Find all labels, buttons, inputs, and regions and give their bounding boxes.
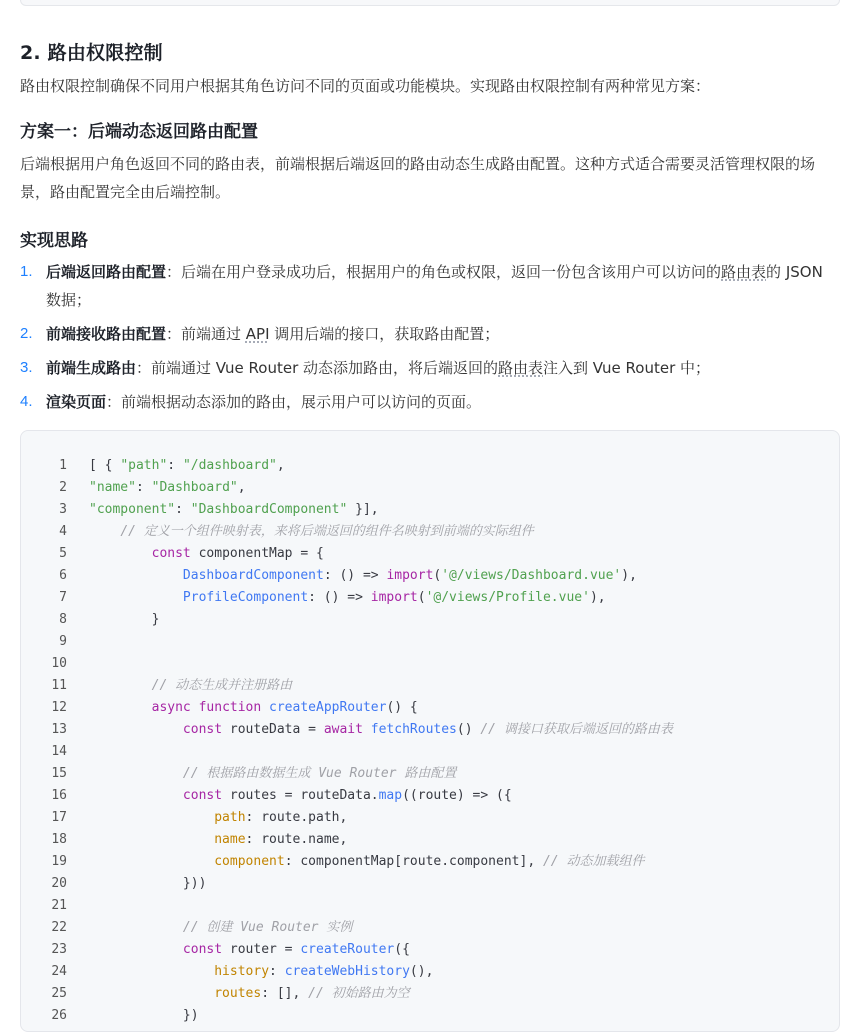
code-text — [89, 873, 206, 895]
line-number: 2 — [59, 480, 67, 495]
previous-code-block-edge — [20, 0, 840, 6]
code-line — [21, 543, 673, 565]
code-token: component — [214, 854, 285, 869]
code-token: () { — [386, 700, 418, 715]
term-link[interactable]: 路由表 — [498, 359, 544, 377]
code-text — [89, 521, 534, 543]
line-number: 11 — [51, 678, 67, 693]
code-token: const — [151, 546, 191, 561]
code-line — [21, 741, 673, 763]
step-text: 调用后端的接口，获取路由配置； — [269, 325, 500, 343]
code-text — [89, 675, 292, 697]
line-number: 10 — [51, 656, 67, 671]
code-text — [89, 719, 673, 741]
code-text — [89, 851, 644, 873]
code-token: : () => — [323, 568, 387, 583]
code-indent — [89, 1008, 183, 1023]
step-text: ：前端通过 — [166, 325, 246, 343]
code-indent — [89, 612, 152, 627]
code-text — [89, 917, 352, 939]
code-text — [89, 1005, 199, 1027]
plan-heading: 方案一：后端动态返回路由配置 — [20, 122, 258, 142]
code-text — [89, 609, 159, 631]
code-token: ), — [589, 590, 606, 605]
code-text — [89, 499, 379, 521]
code-token: "DashboardComponent" — [190, 502, 348, 517]
code-token: routes = routeData. — [222, 788, 379, 803]
code-token: async function — [151, 700, 262, 715]
line-number: 13 — [51, 722, 67, 737]
code-line — [21, 851, 673, 873]
code-token: const — [182, 722, 223, 737]
code-text — [89, 983, 410, 1005]
code-token: ( — [417, 590, 426, 605]
line-number: 23 — [51, 942, 67, 957]
line-number: 17 — [51, 810, 67, 825]
code-token: DashboardComponent — [182, 568, 324, 583]
code-token: // 调接口获取后端返回的路由表 — [480, 722, 673, 737]
code-token: : — [167, 458, 183, 473]
code-token: createWebHistory — [284, 964, 410, 979]
code-text — [89, 785, 512, 807]
code-token: "/dashboard" — [182, 458, 277, 473]
code-token: map — [378, 788, 403, 803]
code-token: import — [370, 590, 418, 605]
code-line — [21, 697, 673, 719]
code-indent — [89, 524, 120, 539]
code-token — [363, 722, 371, 737]
code-token: : route.path, — [245, 810, 348, 825]
step-text: 的 JSON 数据； — [46, 263, 823, 309]
code-indent — [89, 810, 214, 825]
code-line — [21, 521, 673, 543]
list-number: 1. — [20, 263, 33, 280]
code-token: ({ — [394, 942, 410, 957]
steps-list — [20, 258, 842, 422]
code-token: '@/views/Profile.vue' — [425, 590, 590, 605]
line-number: 14 — [51, 744, 67, 759]
code-indent — [89, 590, 183, 605]
code-line — [21, 785, 673, 807]
step-bold: 前端接收路由配置 — [46, 325, 167, 343]
step-bold: 渲染页面 — [46, 393, 107, 411]
code-token: router = — [222, 942, 301, 957]
code-token: "name" — [89, 480, 136, 495]
code-line — [21, 499, 673, 521]
code-token: "component" — [89, 502, 176, 517]
code-token: routes — [214, 986, 262, 1001]
code-line — [21, 719, 673, 741]
code-token: : route.name, — [245, 832, 348, 847]
list-number: 4. — [20, 393, 33, 410]
line-number: 16 — [51, 788, 67, 803]
code-token: const — [182, 788, 223, 803]
code-token: createAppRouter — [269, 700, 387, 715]
code-line — [21, 609, 673, 631]
code-line — [21, 565, 673, 587]
code-token: // 根据路由数据生成 Vue Router 路由配置 — [182, 766, 457, 781]
code-token: "Dashboard" — [151, 480, 238, 495]
code-token: fetchRoutes — [370, 722, 457, 737]
step-bold: 前端生成路由 — [46, 359, 137, 377]
code-line — [21, 983, 673, 1005]
list-item — [20, 388, 842, 416]
code-text — [89, 939, 410, 961]
line-number: 7 — [59, 590, 67, 605]
line-number: 25 — [51, 986, 67, 1001]
code-indent — [89, 986, 214, 1001]
step-text: 注入到 Vue Router 中； — [543, 359, 711, 377]
line-number: 26 — [51, 1008, 67, 1023]
code-token: } — [151, 612, 160, 627]
line-number: 22 — [51, 920, 67, 935]
code-token: : — [135, 480, 152, 495]
code-token: // 初始路由为空 — [308, 986, 410, 1001]
list-number: 3. — [20, 359, 33, 376]
term-link[interactable]: 路由表 — [721, 263, 767, 281]
list-number: 2. — [20, 325, 33, 342]
code-text — [89, 587, 606, 609]
step-text: ：前端根据动态添加的路由，展示用户可以访问的页面。 — [106, 393, 482, 411]
list-item — [20, 320, 842, 348]
line-number: 6 — [59, 568, 67, 583]
line-number: 1 — [59, 458, 67, 473]
code-line — [21, 939, 673, 961]
code-text — [89, 543, 324, 565]
code-token: // 定义一个组件映射表，来将后端返回的组件名映射到前端的实际组件 — [120, 524, 534, 539]
code-line — [21, 455, 673, 477]
code-indent — [89, 964, 214, 979]
code-indent — [89, 788, 183, 803]
code-token: import — [386, 568, 434, 583]
code-line — [21, 829, 673, 851]
code-line — [21, 675, 673, 697]
code-token: "path" — [120, 458, 168, 473]
code-token: : — [175, 502, 191, 517]
step-bold: 后端返回路由配置 — [46, 263, 167, 281]
list-item — [20, 354, 842, 382]
code-line — [21, 763, 673, 785]
term-link[interactable]: API — [245, 325, 270, 343]
code-token: () — [456, 722, 481, 737]
code-line — [21, 1005, 673, 1027]
line-number: 12 — [51, 700, 67, 715]
code-token: ProfileComponent — [182, 590, 309, 605]
line-number: 20 — [51, 876, 67, 891]
step-text: ：后端在用户登录成功后，根据用户的角色或权限，返回一份包含该用户可以访问的 — [166, 263, 722, 281]
list-item — [20, 258, 842, 314]
code-token: await — [323, 722, 363, 737]
line-number: 24 — [51, 964, 67, 979]
code-token: const — [182, 942, 223, 957]
code-text — [89, 829, 347, 851]
line-number: 21 — [51, 898, 67, 913]
code-line — [21, 917, 673, 939]
section-intro: 路由权限控制确保不同用户根据其角色访问不同的页面或功能模块。实现路由权限控制有两种常见方案： — [20, 77, 711, 95]
code-token: : () => — [308, 590, 371, 605]
code-indent — [89, 920, 183, 935]
line-number: 9 — [59, 634, 67, 649]
code-token: })) — [182, 876, 207, 891]
code-text — [89, 455, 285, 477]
code-token: path — [214, 810, 246, 825]
line-number: 3 — [59, 502, 67, 517]
code-token: , — [237, 480, 246, 495]
code-indent — [89, 832, 214, 847]
code-text — [89, 697, 418, 719]
code-line — [21, 873, 673, 895]
code-block[interactable] — [20, 430, 840, 1032]
code-token: createRouter — [300, 942, 395, 957]
code-token: ((route) => ({ — [402, 788, 512, 803]
code-token: }) — [182, 1008, 199, 1023]
code-token: name — [214, 832, 246, 847]
code-indent — [89, 766, 183, 781]
code-line — [21, 653, 673, 675]
code-token: }], — [347, 502, 379, 517]
code-indent — [89, 568, 183, 583]
section-heading: 2. 路由权限控制 — [20, 42, 163, 64]
idea-heading: 实现思路 — [20, 231, 88, 251]
code-indent — [89, 854, 214, 869]
line-number: 18 — [51, 832, 67, 847]
code-line — [21, 631, 673, 653]
code-line — [21, 807, 673, 829]
code-indent — [89, 700, 152, 715]
line-number: 19 — [51, 854, 67, 869]
code-token: : — [269, 964, 285, 979]
code-line — [21, 895, 673, 917]
code-token: // 创建 Vue Router 实例 — [182, 920, 353, 935]
code-token: history — [214, 964, 270, 979]
code-line — [21, 587, 673, 609]
code-text — [89, 477, 246, 499]
code-token: ), — [621, 568, 637, 583]
code-token: componentMap = { — [190, 546, 324, 561]
line-number: 8 — [59, 612, 67, 627]
code-token: routeData = — [222, 722, 324, 737]
code-token: : [], — [261, 986, 309, 1001]
plan-description: 后端根据用户角色返回不同的路由表，前端根据后端返回的路由动态生成路由配置。这种方式适合需要灵活管理权限的场景，路由配置完全由后端控制。 — [20, 155, 816, 201]
code-token: : componentMap[route.component], — [284, 854, 543, 869]
code-indent — [89, 546, 152, 561]
code-token: (), — [409, 964, 434, 979]
code-token — [261, 700, 269, 715]
code-indent — [89, 722, 183, 737]
line-number: 15 — [51, 766, 67, 781]
code-indent — [89, 876, 183, 891]
code-token: // 动态加载组件 — [542, 854, 645, 869]
code-token: [ { — [89, 458, 121, 473]
code-line — [21, 477, 673, 499]
code-line — [21, 961, 673, 983]
code-lines — [21, 455, 673, 1027]
code-token: '@/views/Dashboard.vue' — [441, 568, 622, 583]
code-token: // 动态生成并注册路由 — [151, 678, 293, 693]
code-indent — [89, 678, 152, 693]
code-token: , — [276, 458, 285, 473]
code-indent — [89, 942, 183, 957]
code-text — [89, 807, 347, 829]
line-number: 5 — [59, 546, 67, 561]
code-text — [89, 565, 637, 587]
code-text — [89, 763, 456, 785]
line-number: 4 — [59, 524, 67, 539]
code-token: ( — [433, 568, 442, 583]
code-text — [89, 961, 433, 983]
step-text: ：前端通过 Vue Router 动态添加路由，将后端返回的 — [136, 359, 499, 377]
